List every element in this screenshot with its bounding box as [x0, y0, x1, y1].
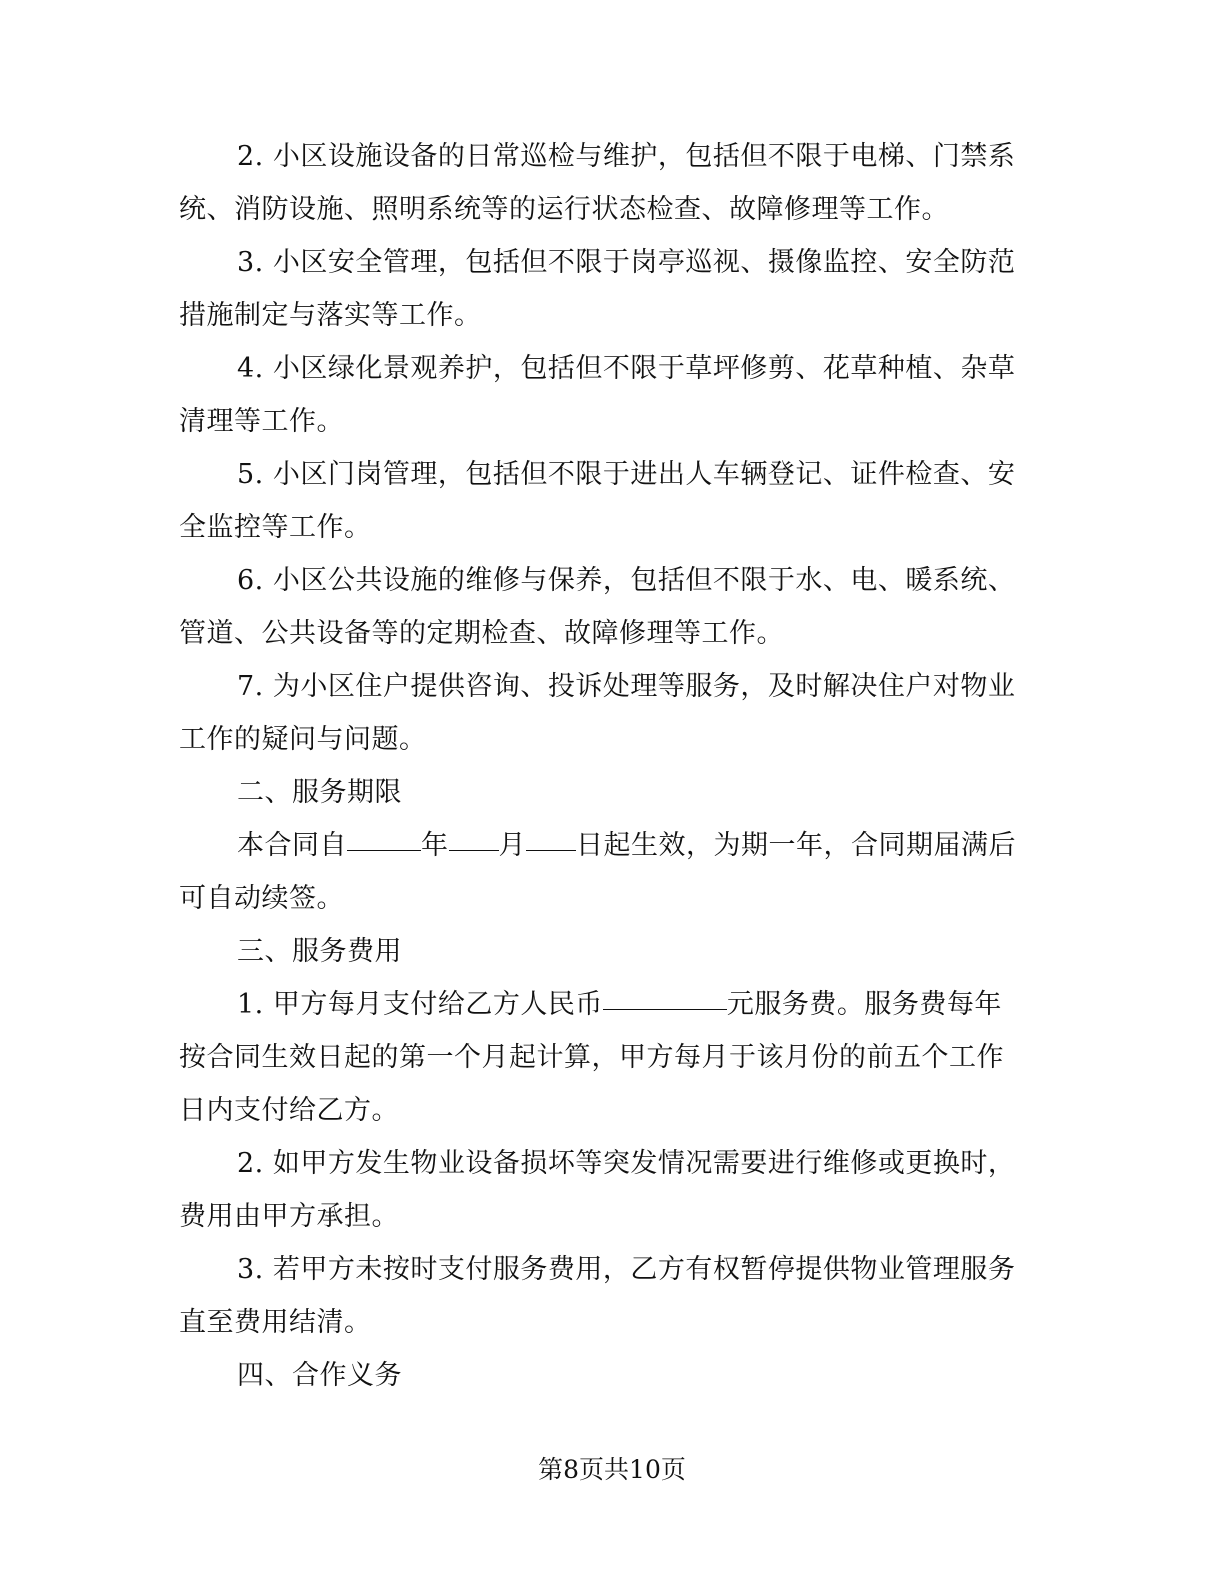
amount-blank [603, 1008, 727, 1010]
term-text-start: 本合同自 [237, 830, 347, 861]
document-body [179, 130, 1029, 1402]
service-item-3: 3. 小区安全管理，包括但不限于岗亭巡视、摄像监控、安全防范措施制定与落实等工作。 [179, 247, 1016, 331]
fee-item-1-end: 元服务费。服务费每年按合同生效日起的第一个月起计算，甲方每月于该月份的前五个工作日内支付给乙方。 [179, 989, 1004, 1126]
day-blank [526, 849, 576, 851]
fee-item-2: 2. 如甲方发生物业设备损坏等突发情况需要进行维修或更换时，费用由甲方承担。 [179, 1148, 1016, 1232]
service-item-5: 5. 小区门岗管理，包括但不限于进出人车辆登记、证件检查、安全监控等工作。 [179, 459, 1016, 543]
service-term-paragraph [179, 819, 1029, 925]
service-item-6: 6. 小区公共设施的维修与保养，包括但不限于水、电、暖系统、管道、公共设备等的定期检查、故障修理等工作。 [179, 565, 1016, 649]
month-blank [449, 849, 499, 851]
section-heading-service-fee: 三、服务费用 [237, 936, 402, 967]
service-item-7: 7. 为小区住户提供咨询、投诉处理等服务，及时解决住户对物业工作的疑问与问题。 [179, 671, 1016, 755]
section-heading-cooperation: 四、合作义务 [237, 1360, 402, 1391]
page-number: 第8页共10页 [538, 1455, 686, 1484]
service-item-4: 4. 小区绿化景观养护，包括但不限于草坪修剪、花草种植、杂草清理等工作。 [179, 353, 1016, 437]
fee-item-1 [179, 978, 1029, 1137]
service-item-2: 2. 小区设施设备的日常巡检与维护，包括但不限于电梯、门禁系统、消防设施、照明系统等的运行状态检查、故障修理等工作。 [179, 141, 1016, 225]
term-text-month: 月 [498, 830, 526, 861]
fee-item-3: 3. 若甲方未按时支付服务费用，乙方有权暂停提供物业管理服务直至费用结清。 [179, 1254, 1016, 1338]
term-text-year: 年 [421, 830, 449, 861]
year-blank [347, 849, 421, 851]
fee-item-1-start: 1. 甲方每月支付给乙方人民币 [237, 989, 603, 1020]
section-heading-service-term: 二、服务期限 [237, 777, 402, 808]
term-text-end: 日起生效，为期一年，合同期届满后可自动续签。 [179, 830, 1016, 914]
